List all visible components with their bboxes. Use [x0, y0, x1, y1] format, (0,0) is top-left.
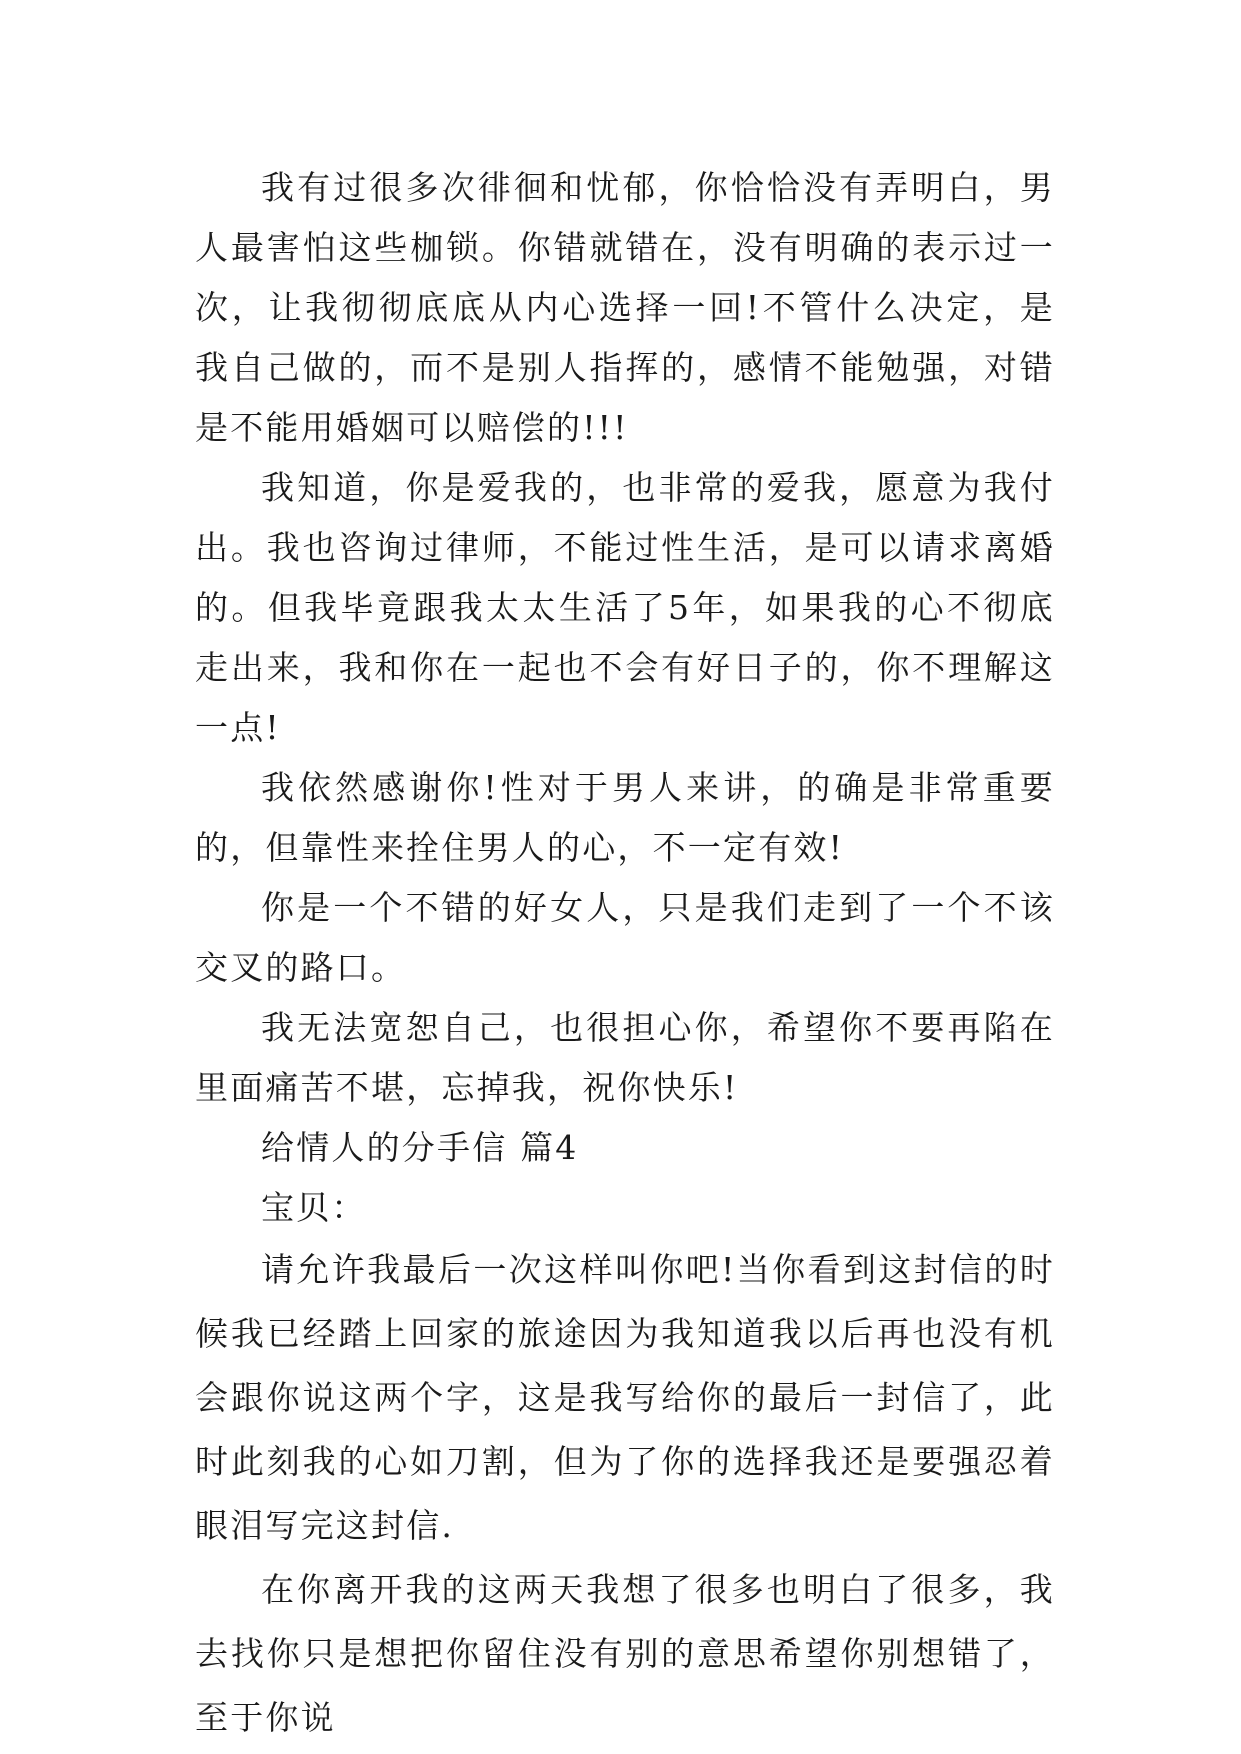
paragraph-7: 在你离开我的这两天我想了很多也明白了很多，我去找你只是想把你留住没有别的意思希望你别想错了，至于你说: [195, 1570, 1055, 1737]
paragraph-5: 我无法宽恕自己，也很担心你，希望你不要再陷在里面痛苦不堪，忘掉我，祝你快乐!: [195, 1008, 1055, 1107]
document-body: [195, 158, 1055, 1750]
paragraph-3: 我依然感谢你!性对于男人来讲，的确是非常重要的，但靠性来拴住男人的心，不一定有效!: [195, 768, 1055, 867]
paragraph-1: 我有过很多次徘徊和忧郁，你恰恰没有弄明白，男人最害怕这些枷锁。你错就错在，没有明确的表示过一次，让我彻彻底底从内心选择一回!不管什么决定，是我自己做的，而不是别人指挥的，感情不能勉强，对错是不能用婚姻可以赔偿的!!!: [195, 168, 1055, 447]
section-heading: 给情人的分手信 篇4: [261, 1128, 579, 1167]
salutation: 宝贝：: [261, 1188, 367, 1227]
paragraph-4: 你是一个不错的好女人，只是我们走到了一个不该交叉的路口。: [195, 888, 1055, 987]
paragraph-6: 请允许我最后一次这样叫你吧!当你看到这封信的时候我已经踏上回家的旅途因为我知道我以后再也没有机会跟你说这两个字，这是我写给你的最后一封信了，此时此刻我的心如刀割，但为了你的选择我还是要强忍着眼泪写完这封信.: [195, 1250, 1055, 1545]
paragraph-2: 我知道，你是爱我的，也非常的爱我，愿意为我付出。我也咨询过律师，不能过性生活，是可以请求离婚的。但我毕竟跟我太太生活了5年，如果我的心不彻底走出来，我和你在一起也不会有好日子的，你不理解这一点!: [195, 468, 1055, 747]
